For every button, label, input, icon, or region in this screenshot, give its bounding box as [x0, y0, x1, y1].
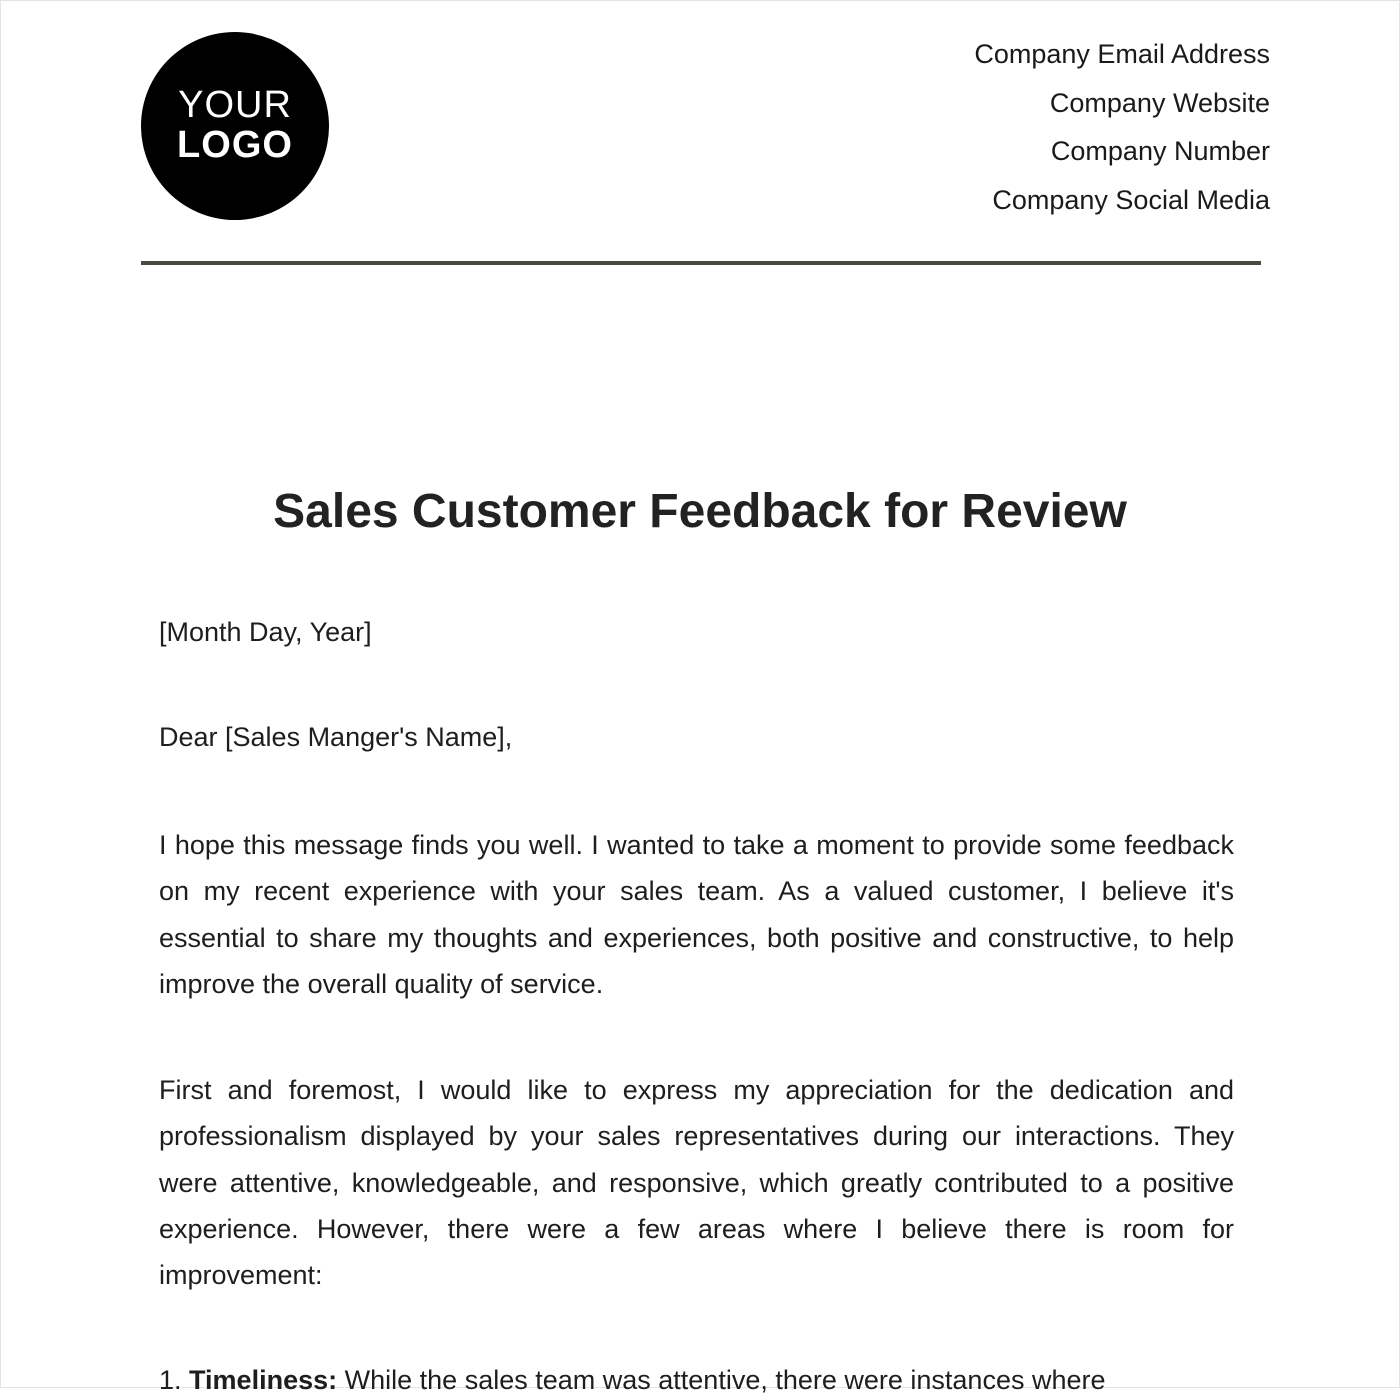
paragraph-intro: I hope this message finds you well. I wanted to take a moment to provide some feedback on my recent experience with your sales team. As a valued customer, I believe it's essential to share my thoughts and experiences, both positive and constructive, to help improve the overall quality of service.: [159, 830, 1234, 999]
header-divider: [141, 261, 1261, 265]
paragraph-appreciation: First and foremost, I would like to express my appreciation for the dedication and professionalism displayed by your sales representatives during our interactions. They were attentive, knowledgeable, and responsive, which greatly contributed to a positive experience. However, there were a few areas where I believe there is room for improvement:: [159, 1075, 1234, 1291]
list-item-text: While the sales team was attentive, there were instances where: [344, 1365, 1106, 1395]
list-item: [159, 1360, 1234, 1400]
logo-line-2: LOGO: [177, 124, 293, 166]
company-email: Company Email Address: [974, 39, 1270, 69]
logo-line-1: YOUR: [178, 84, 292, 126]
document-title: Sales Customer Feedback for Review: [273, 485, 1127, 538]
company-social-media: Company Social Media: [992, 184, 1270, 215]
list-item-heading: Timeliness:: [189, 1365, 338, 1395]
list-item-number: 1.: [159, 1365, 182, 1395]
company-logo: [141, 32, 329, 220]
document-date: [Month Day, Year]: [159, 617, 372, 647]
salutation: Dear [Sales Manger's Name],: [159, 722, 513, 752]
company-website: Company Website: [1049, 87, 1270, 118]
company-contact-block: [974, 36, 1270, 230]
company-number: Company Number: [1050, 136, 1270, 166]
